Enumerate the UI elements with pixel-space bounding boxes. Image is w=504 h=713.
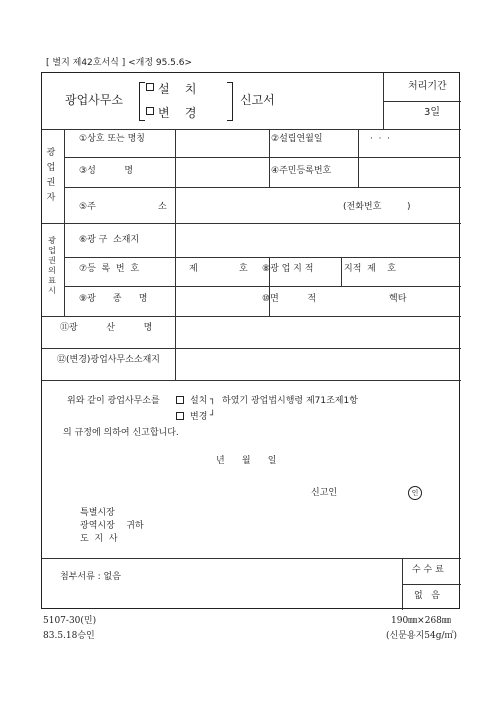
- form-reference: [ 별지 제42호서식 ] <개정 95.5.6>: [46, 58, 193, 68]
- report-date: 년 월 일: [216, 456, 277, 466]
- area-unit: 헥타: [389, 294, 407, 304]
- field-mining-cadastre: ⑧광 업 지 적: [262, 264, 314, 274]
- title-option-change: 변 경: [158, 106, 197, 120]
- statement-line1-start: 위와 같이 광업사무소를: [67, 396, 160, 406]
- field-mine-name: ⑪광 산 명: [60, 323, 153, 333]
- title-bracket-left: [139, 82, 145, 121]
- field-area: ⑩면 적: [262, 294, 317, 304]
- field-address-suffix: 소: [158, 202, 167, 212]
- title-bracket-right: [227, 82, 233, 121]
- addressee-province: 도 지 사: [80, 534, 118, 544]
- form-code: 5107-30(민): [43, 616, 97, 626]
- cadastre-unit: 지적 제 호: [344, 264, 396, 274]
- statement-change-checkbox[interactable]: [176, 412, 184, 420]
- attachment-label: 첨부서류 : 없음: [60, 572, 121, 582]
- change-checkbox[interactable]: [146, 107, 154, 115]
- reporter-label: 신고인: [311, 488, 338, 498]
- addressee-special-city: 특별시장: [80, 508, 115, 518]
- seal-label: 인: [411, 489, 419, 497]
- statement-bracket-bottom: ┘: [210, 411, 216, 421]
- phone-number-hint: (전화번호 ): [343, 202, 411, 212]
- fee-label: 수 수 료: [412, 565, 444, 575]
- processing-period-label: 처리기간: [408, 81, 447, 92]
- title-option-install: 설 치: [158, 82, 197, 96]
- statement-bracket-top: ┐: [210, 395, 216, 405]
- fee-value: 없 음: [414, 591, 440, 601]
- statement-option-install: 설치: [190, 396, 208, 406]
- processing-period-value: 3일: [424, 107, 441, 118]
- registration-unit-prefix: 제: [189, 264, 198, 274]
- title-prefix: 광업사무소: [65, 93, 123, 107]
- install-checkbox[interactable]: [146, 83, 154, 91]
- registration-unit-suffix: 호: [239, 264, 248, 274]
- field-founding-date: ②설립연월일: [271, 134, 323, 144]
- field-resident-number: ④주민등록번호: [271, 166, 332, 176]
- field-address: ⑤주: [79, 202, 96, 212]
- seal-mark: [408, 486, 422, 500]
- statement-line1-end: 하였기 광업법시행령 제71조제1항: [222, 396, 358, 406]
- statement-install-checkbox[interactable]: [176, 396, 184, 404]
- field-mineral-type: ⑨광 종 명: [79, 294, 148, 304]
- field-office-location: ⑫(변경)광업사무소소재지: [57, 355, 160, 365]
- field-mine-location: ⑥광 구 소재지: [79, 235, 140, 245]
- approval-date: 83.5.18승인: [43, 631, 95, 641]
- field-company-name: ①상호 또는 명칭: [79, 134, 145, 144]
- paper-size: 190㎜×268㎜: [391, 616, 451, 626]
- founding-date-placeholder: · · ·: [370, 134, 391, 144]
- statement-line3: 의 규정에 의하여 신고합니다.: [63, 428, 179, 438]
- paper-type: (신문용지54g/㎡): [386, 631, 458, 641]
- mining-rights-section-label: 광 업 권 의 표 시: [48, 236, 56, 295]
- applicant-section-label: 광 업 권 자: [46, 148, 56, 203]
- title-suffix: 신고서: [240, 93, 275, 107]
- statement-option-change: 변경: [190, 412, 208, 422]
- addressee-metro-city: 광역시장 귀하: [80, 521, 144, 531]
- field-registration-number: ⑦등 록 번 호: [79, 264, 140, 274]
- field-name: ③성 명: [79, 166, 134, 176]
